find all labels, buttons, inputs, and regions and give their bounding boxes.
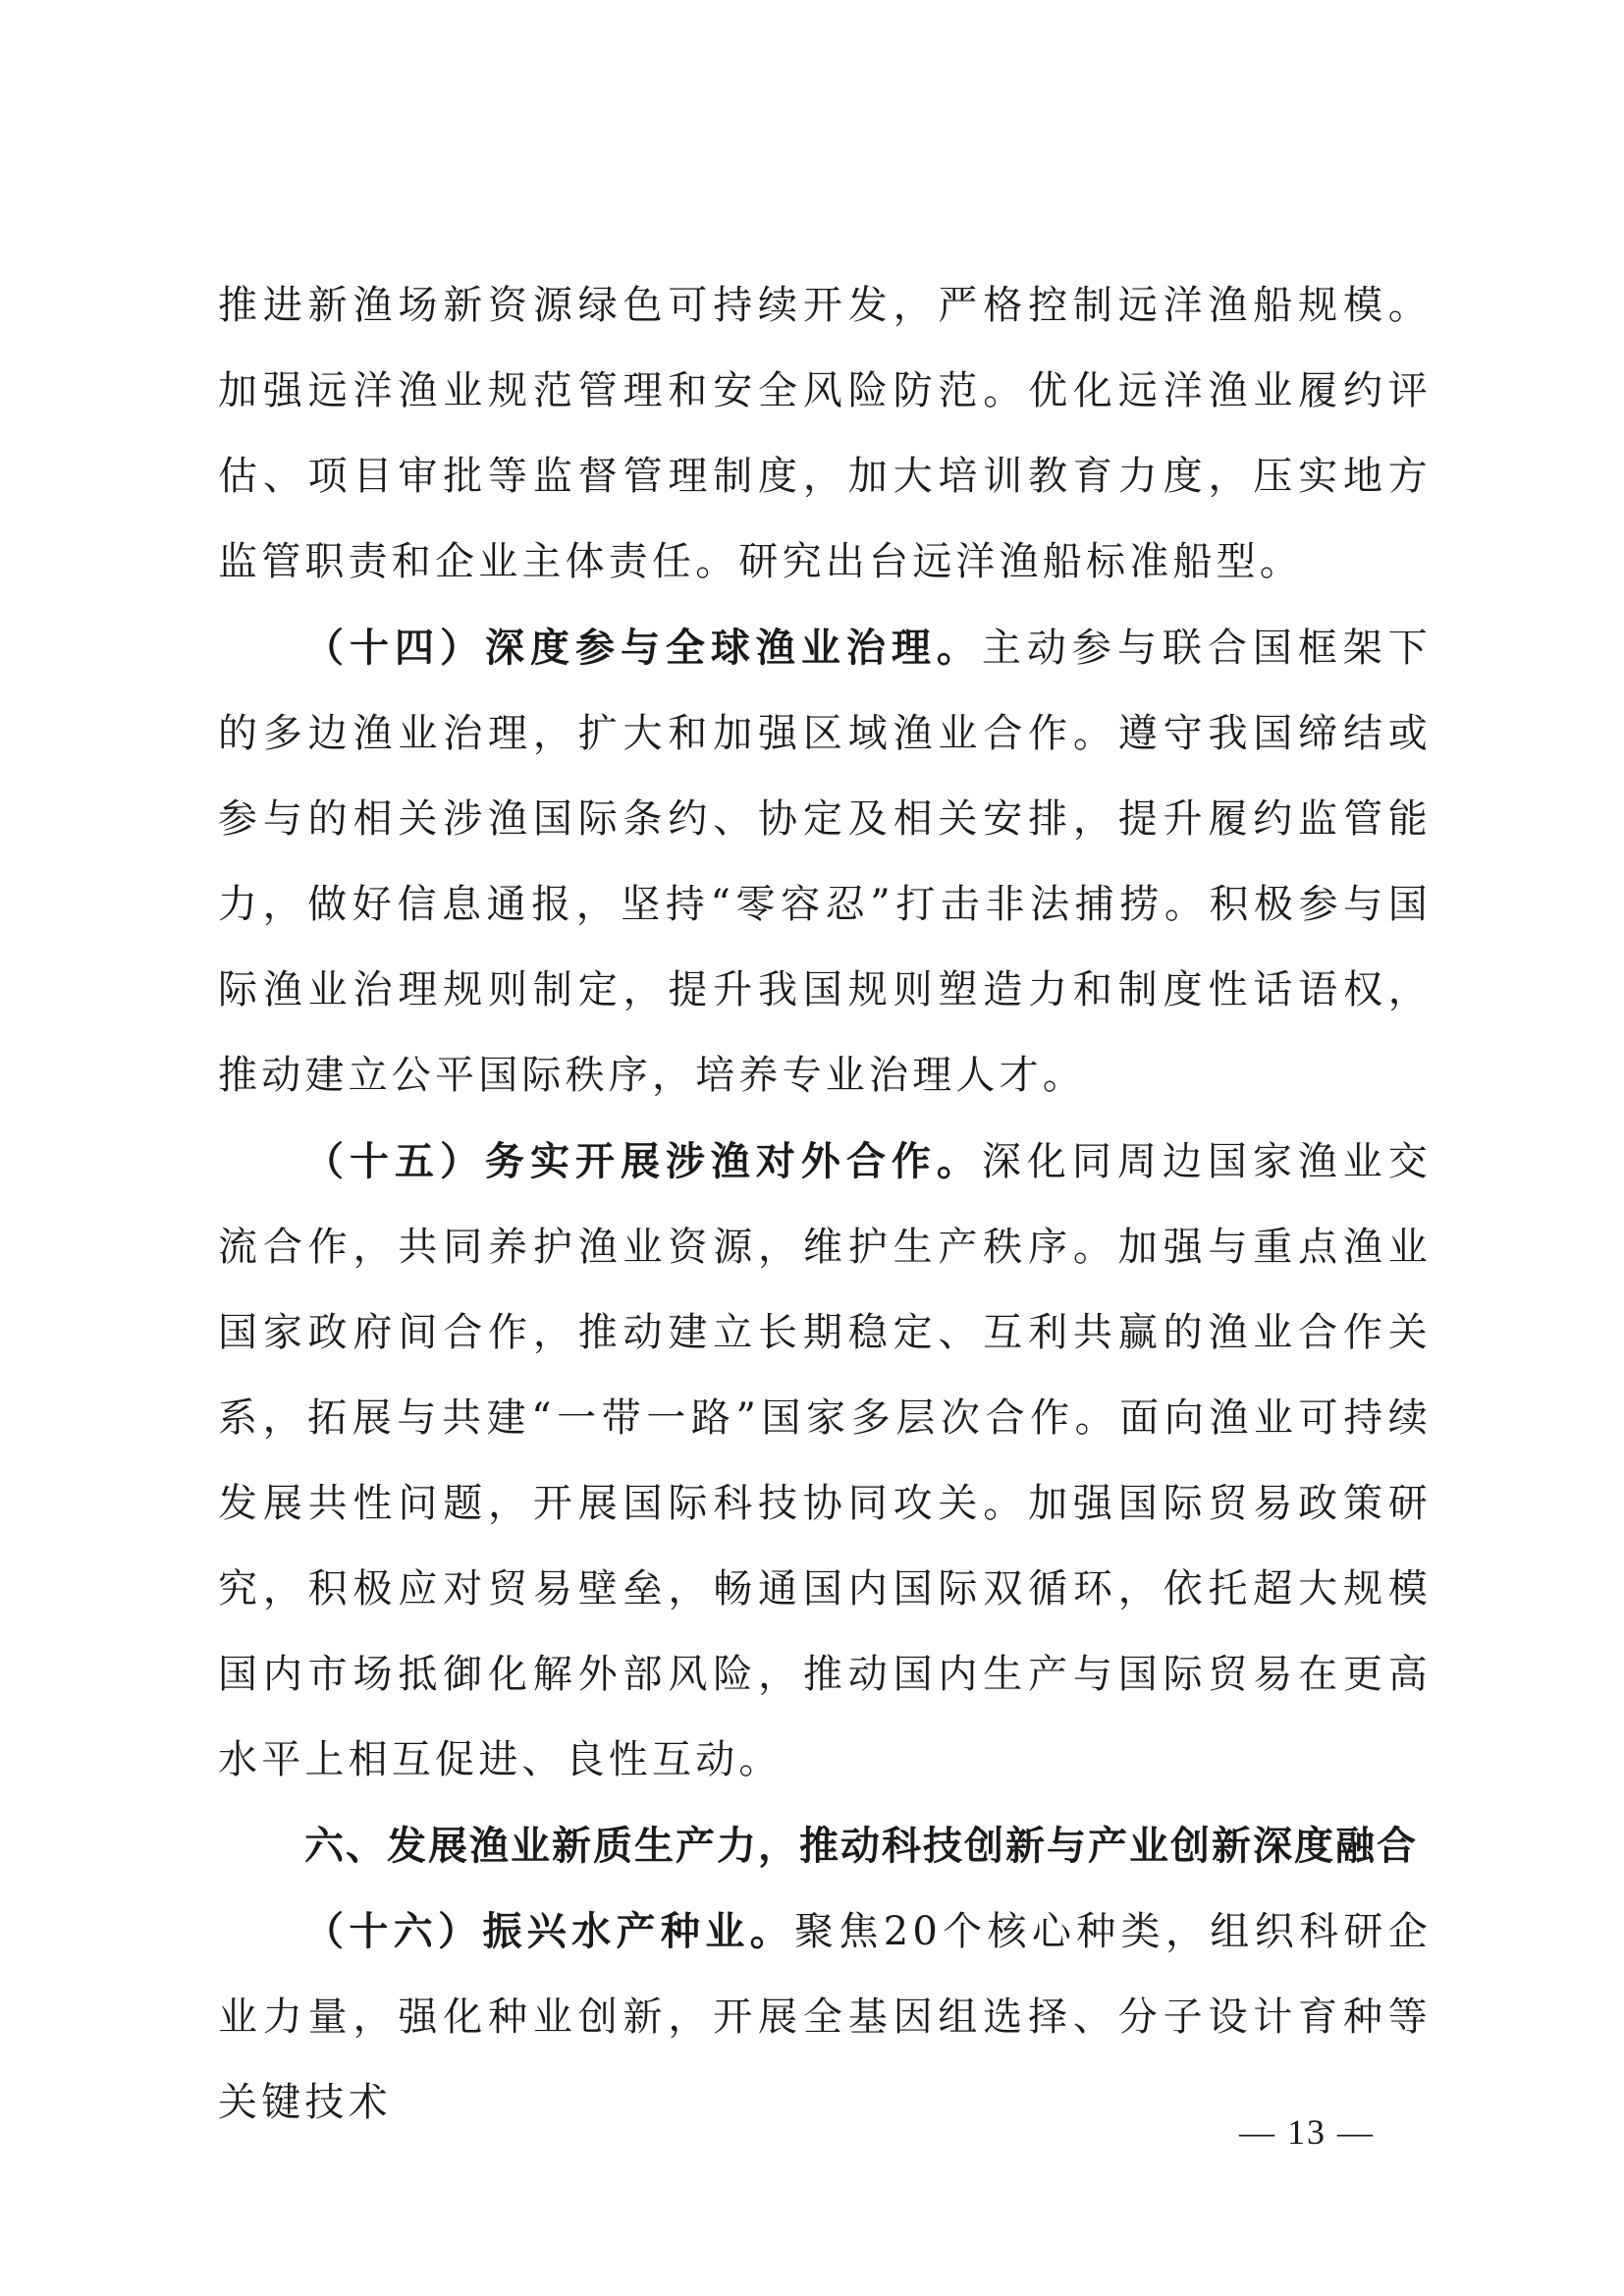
paragraph-aquatic-seed-industry — [218, 1888, 1432, 2146]
paragraph-text: 聚焦20个核心种类，组织科研企业力量，强化种业创新，开展全基因组选择、分子设计育种等关键技术 — [218, 1909, 1432, 2125]
paragraph-continuation — [218, 263, 1432, 605]
paragraph-lead-heading: （十四）深度参与全球渔业治理。 — [304, 625, 982, 671]
paragraph-text: 推进新渔场新资源绿色可持续开发，严格控制远洋渔船规模。加强远洋渔业规范管理和安全风险防范。优化远洋渔业履约评估、项目审批等监督管理制度，加大培训教育力度，压实地方监管职责和企业主体责任。研究出台远洋渔船标准船型。 — [218, 283, 1432, 584]
paragraph-text: 主动参与联合国框架下的多边渔业治理，扩大和加强区域渔业合作。遵守我国缔结或参与的相关涉渔国际条约、协定及相关安排，提升履约监管能力，做好信息通报，坚持“零容忍”打击非法捕捞。积极参与国际渔业治理规则制定，提升我国规则塑造力和制度性话语权，推动建立公平国际秩序，培养专业治理人才。 — [218, 626, 1432, 1098]
paragraph-global-fishery-governance — [218, 605, 1432, 1119]
paragraph-text: 深化同周边国家渔业交流合作，共同养护渔业资源，维护生产秩序。加强与重点渔业国家政府间合作，推动建立长期稳定、互利共赢的渔业合作关系，拓展与共建“一带一路”国家多层次合作。面向渔业可持续发展共性问题，开展国际科技协同攻关。加强国际贸易政策研究，积极应对贸易壁垒，畅通国内国际双循环，依托超大规模国内市场抵御化解外部风险，推动国内生产与国际贸易在更高水平上相互促进、良性互动。 — [218, 1139, 1432, 1782]
paragraph-foreign-cooperation — [218, 1119, 1432, 1803]
document-body — [218, 263, 1432, 2146]
section-heading: 六、发展渔业新质生产力，推动科技创新与产业创新深度融合 — [304, 1823, 1418, 1869]
page-number: — 13 — — [1239, 2112, 1375, 2152]
paragraph-lead-heading: （十六）振兴水产种业。 — [304, 1908, 794, 1954]
paragraph-lead-heading: （十五）务实开展涉渔对外合作。 — [304, 1138, 982, 1184]
